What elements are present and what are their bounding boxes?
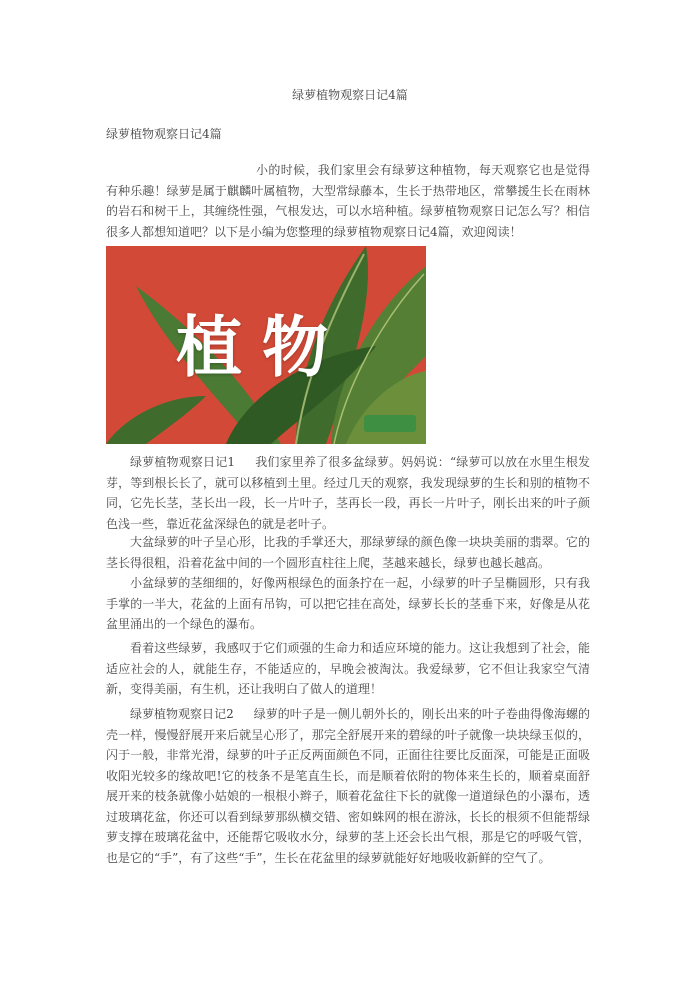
entry-2-label: 绿萝植物观察日记2 (130, 707, 234, 721)
document-subtitle: 绿萝植物观察日记4篇 (106, 127, 222, 141)
document-title: 绿萝植物观察日记4篇 (292, 88, 408, 102)
entry-1-paragraph-1-text: 我们家里养了很多盆绿萝。妈妈说：“绿萝可以放在水里生根发芽，等到根长长了，就可以移植到土里。经过几天的观察，我发现绿萝的生长和别的植物不同，它先长茎，茎长出一段，长一片叶子，茎再长一段，再长一片叶子，刚长出来的叶子颜色浅一些，靠近花盆深绿色的就是老叶子。 (106, 455, 591, 531)
entry-1-label: 绿萝植物观察日记1 (130, 455, 236, 469)
banner-word: 植物 (176, 309, 348, 386)
entry-1-paragraph-2: 大盆绿萝的叶子呈心形，比我的手掌还大，那绿萝绿的颜色像一块块美丽的翡翠。它的茎长得很粗，沿着花盆中间的一个圆形直柱往上爬，茎越来越长，绿萝也越长越高。 (106, 535, 590, 570)
entry-1-paragraph-4: 看着这些绿萝，我感叹于它们顽强的生命力和适应环境的能力。这让我想到了社会，能适应社会的人，就能生存，不能适应的，早晚会被淘汰。我爱绿萝，它不但让我家空气清新，变得美丽，有生机，还让我明白了做人的道理！ (106, 641, 590, 696)
entry-1-paragraph-3: 小盆绿萝的茎细细的，好像两根绿色的面条拧在一起，小绿萝的叶子呈椭圆形，只有我手掌的一半大，花盆的上面有吊钩，可以把它挂在高处，绿萝长长的茎垂下来，好像是从花盆里涌出的一个绿色的瀑布。 (106, 576, 590, 631)
watermark-logo (364, 415, 416, 432)
intro-paragraph: 小的时候，我们家里会有绿萝这种植物，每天观察它也是觉得有种乐趣！绿萝是属于麒麟叶属植物，大型常绿藤本，生长于热带地区，常攀援生长在雨林的岩石和树干上，其缠绕性强，气根发达，可以水培种植。绿萝植物观察日记怎么写？相信很多人都想知道吧？以下是小编为您整理的绿萝植物观察日记4篇，欢迎阅读！ (106, 163, 590, 239)
entry-2-paragraph-1-text: 绿萝的叶子是一侧儿朝外长的，刚长出来的叶子卷曲得像海螺的壳一样，慢慢舒展开来后就呈心形了，那完全舒展开来的碧绿的叶子就像一块块绿玉似的，闪于一般，非常光滑，绿萝的叶子正反两面颜色不同，正面往往要比反面深，可能是正面吸收阳光较多的缘故吧!它的枝条不是笔直生长，而是顺着依附的物体来生长的，顺着桌面舒展开来的枝条就像小姑娘的一根根小辫子，顺着花盆往下长的就像一道道绿色的小瀑布，透过玻璃花盆，你还可以看到绿萝那纵横交错、密如蛛网的根在游泳，长长的根须不但能帮绿萝支撑在玻璃花盆中，还能帮它吸收水分，绿萝的茎上还会长出气根，那是它的呼吸气管，也是它的“手”，有了这些“手”，生长在花盆里的绿萝就能好好地吸收新鲜的空气了。 (106, 707, 590, 865)
entry-1-paragraph-1 (106, 452, 590, 534)
entry-2-paragraph-1 (106, 704, 590, 868)
plant-banner-image (106, 246, 426, 444)
